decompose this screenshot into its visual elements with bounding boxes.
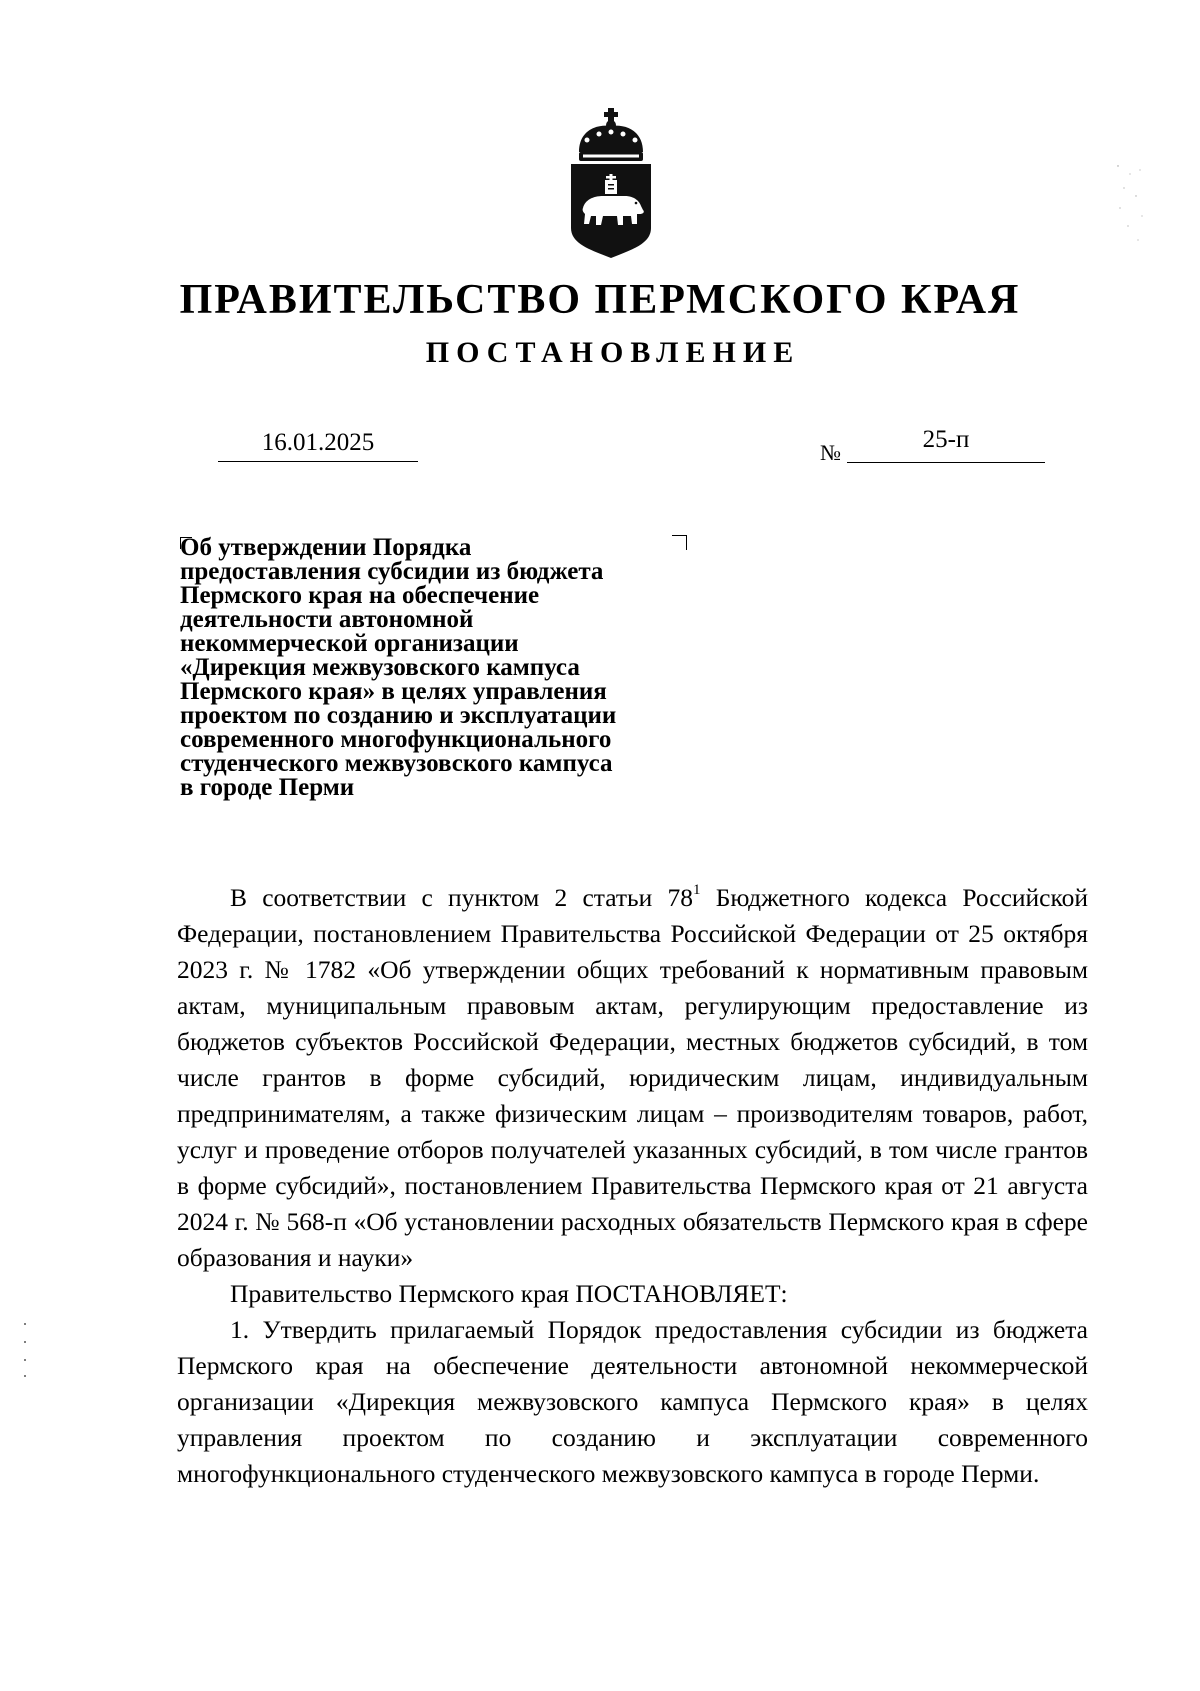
clause-1-paragraph: 1. Утвердить прилагаемый Порядок предоставления субсидии из бюджета Пермского края на обеспечение деятельности автономной некоммерческой организации «Дирекция межвузовского кампуса Пермского края» в целях управления проектом по созданию и эксплуатации современного многофункционального студенческого межвузовского кампуса в городе Перми. bbox=[177, 1315, 1088, 1488]
subject-line: в городе Перми bbox=[180, 774, 355, 801]
scan-noise bbox=[1110, 160, 1150, 250]
article-superscript: 1 bbox=[693, 882, 701, 898]
document-number: 25-п bbox=[847, 420, 1045, 463]
preamble-paragraph bbox=[177, 880, 1088, 1276]
document-date: 16.01.2025 bbox=[218, 425, 418, 462]
document-type-title: ПОСТАНОВЛЕНИЕ bbox=[425, 336, 801, 369]
subject-line: современного многофункционального bbox=[180, 726, 612, 753]
number-label: № bbox=[820, 440, 841, 465]
organization-title: ПРАВИТЕЛЬСТВО ПЕРМСКОГО КРАЯ bbox=[179, 277, 1021, 323]
preamble-text-end: Бюджетного кодекса Российской Федерации, постановлением Правительства Российской Федерации от 25 октября 2023 г. № 1782 «Об утверждении общих требований к нормативным правовым актам, муниципальным правовым актам, регулирующим предоставление из бюджетов субъектов Российской Федерации, местных бюджетов субсидий, в том числе грантов в форме субсидий, юридическим лицам, индивидуальным предпринимателям, а также физическим лицам – производителям товаров, работ, услуг и проведение отборов получателей указанных субсидий, в том числе грантов в форме субсидий», постановлением Правительства Пермского края от 21 августа 2024 г. № 568-п «Об установлении расходных обязательств Пермского края в сфере образования и науки» bbox=[177, 883, 1088, 1272]
subject-line: некоммерческой организации bbox=[180, 630, 519, 657]
coat-of-arms-icon bbox=[567, 108, 655, 260]
subject-line: проектом по созданию и эксплуатации bbox=[180, 702, 617, 729]
subject-line: «Дирекция межвузовского кампуса bbox=[180, 654, 580, 681]
document-body bbox=[177, 880, 1088, 1492]
subject-line: Пермского края» в целях управления bbox=[180, 678, 607, 705]
resolution-paragraph: Правительство Пермского края ПОСТАНОВЛЯЕТ: bbox=[230, 1279, 788, 1308]
document-subject bbox=[180, 536, 700, 800]
subject-line: Об утверждении Порядка bbox=[180, 534, 472, 561]
subject-line: деятельности автономной bbox=[180, 606, 474, 633]
subject-line: предоставления субсидии из бюджета bbox=[180, 558, 604, 585]
subject-line: студенческого межвузовского кампуса bbox=[180, 750, 613, 777]
scan-noise-left bbox=[22, 1320, 28, 1380]
preamble-text-start: В соответствии с пунктом 2 статьи 78 bbox=[230, 883, 694, 912]
subject-line: Пермского края на обеспечение bbox=[180, 582, 540, 609]
